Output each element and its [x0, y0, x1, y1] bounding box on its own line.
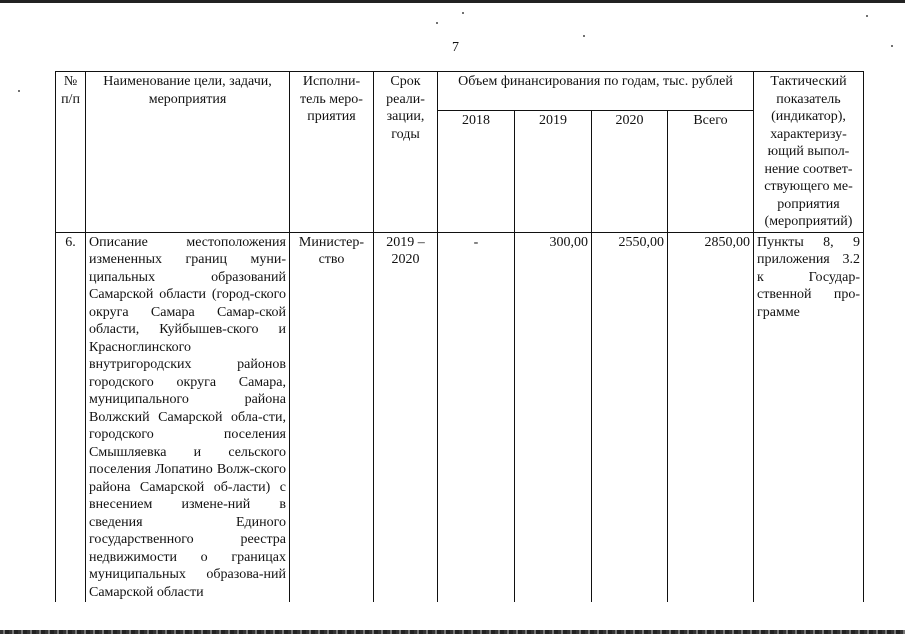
row-num: 6.	[56, 232, 86, 602]
header-name: Наименование цели, задачи, мероприятия	[86, 72, 290, 233]
scan-speck	[866, 15, 868, 17]
scan-speck	[583, 35, 585, 37]
header-indicator: Тактический показатель (индикатор), характеризу-ющий выпол-нение соответ-ствующего ме-роприятия (мероприятий)	[754, 72, 864, 233]
header-total: Всего	[668, 111, 754, 233]
scan-speck	[18, 90, 20, 92]
scan-speck	[462, 12, 464, 14]
page-number: 7	[452, 40, 459, 55]
table-row	[56, 232, 864, 602]
header-year-2020: 2020	[592, 111, 668, 233]
row-2018: -	[438, 232, 515, 602]
header-year-2019: 2019	[515, 111, 592, 233]
row-indicator: Пункты 8, 9 приложения 3.2 к Государ-ственной про-грамме	[754, 232, 864, 602]
scan-speck	[891, 45, 893, 47]
scan-speck	[436, 22, 438, 24]
row-term: 2019 – 2020	[374, 232, 438, 602]
row-2019: 300,00	[515, 232, 592, 602]
row-executor: Министер-ство	[290, 232, 374, 602]
row-total: 2850,00	[668, 232, 754, 602]
row-2020: 2550,00	[592, 232, 668, 602]
bottom-scan-edge	[0, 630, 905, 634]
header-year-2018: 2018	[438, 111, 515, 233]
header-num: № п/п	[56, 72, 86, 233]
row-name: Описание местоположения измененных границ муни-ципальных образований Самарской области (город-ского округа Самара Самар-ской области, Куйбышев-ского и Красноглинского внутригородских районов городского округа Самара, муниципального района Волжский Самарской обла-сти, городского поселения Смышляевка и сельского поселения Лопатино Волж-ского района Самарской об-ласти) с внесением измене-ний в сведения Единого государственного реестра недвижимости о границах муниципальных образова-ний Самарской области	[86, 232, 290, 602]
header-term: Срок реали-зации, годы	[374, 72, 438, 233]
header-executor: Исполни-тель меро-приятия	[290, 72, 374, 233]
top-scan-edge	[0, 0, 905, 3]
program-table	[55, 71, 864, 602]
header-financing: Объем финансирования по годам, тыс. рублей	[438, 72, 754, 111]
